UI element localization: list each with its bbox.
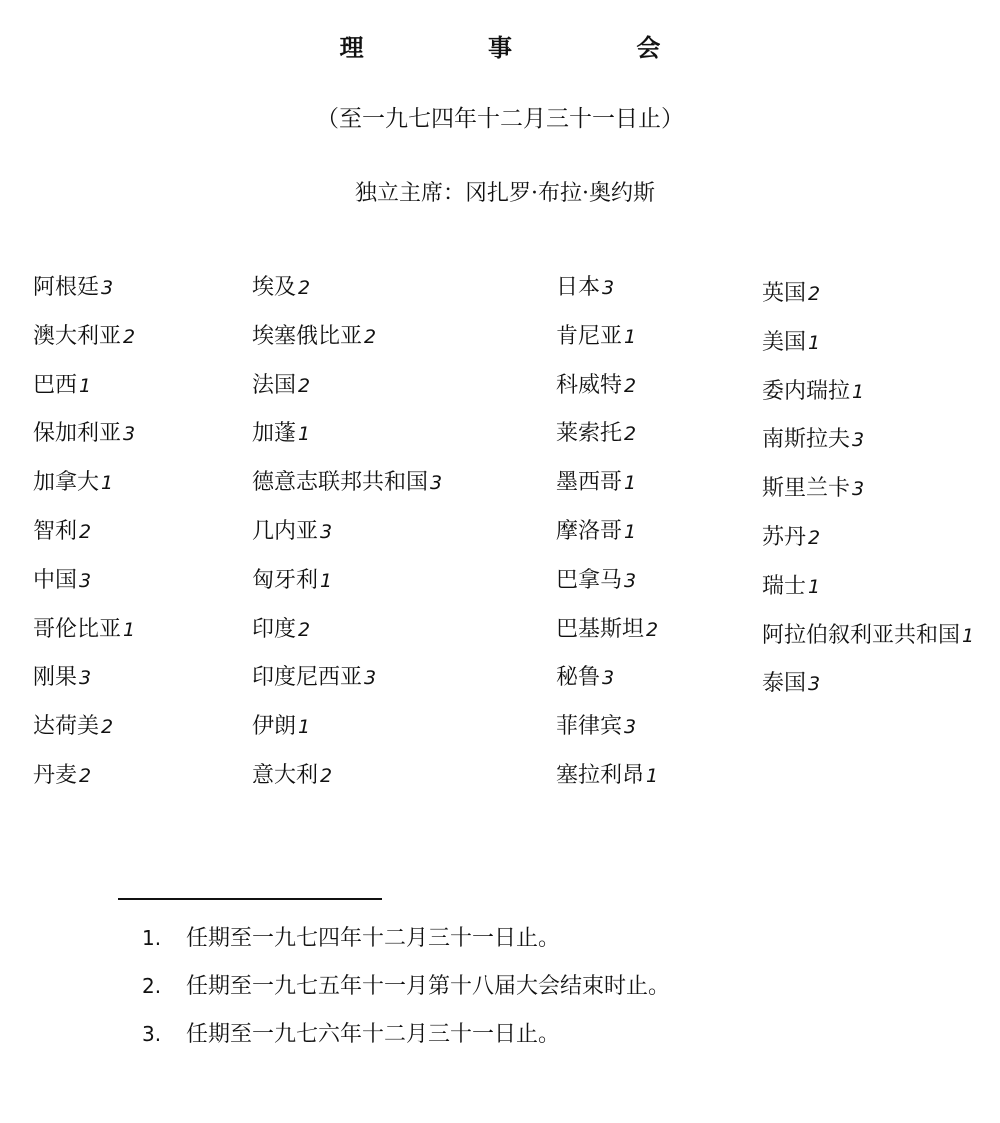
member-term: 3 bbox=[101, 277, 114, 299]
member-term: 2 bbox=[364, 325, 377, 348]
footnote-number: 2. bbox=[142, 974, 162, 998]
member-term: 2 bbox=[298, 618, 311, 641]
member-entry bbox=[33, 709, 135, 758]
member-term: 1 bbox=[808, 331, 821, 354]
member-term: 3 bbox=[364, 667, 377, 690]
member-name: 秘鲁 bbox=[556, 665, 601, 691]
member-name: 澳大利亚 bbox=[33, 323, 122, 349]
member-name: 几内亚 bbox=[252, 518, 319, 544]
member-entry bbox=[252, 612, 442, 661]
member-entry bbox=[762, 471, 974, 520]
member-term: 3 bbox=[852, 478, 865, 501]
footnote-text: 任期至一九七四年十二月三十一日止。 bbox=[186, 926, 561, 951]
independent-chairman: 独立主席：冈扎罗·布拉·奥约斯 bbox=[355, 181, 655, 206]
period-subtitle: （至一九七四年十二月三十一日止） bbox=[316, 106, 684, 132]
member-name: 智利 bbox=[33, 518, 78, 544]
member-name: 塞拉利昂 bbox=[556, 762, 645, 788]
member-name: 伊朗 bbox=[252, 714, 297, 740]
member-name: 墨西哥 bbox=[556, 470, 623, 496]
member-name: 法国 bbox=[252, 372, 297, 398]
member-name: 印度尼西亚 bbox=[252, 665, 363, 691]
member-term: 3 bbox=[624, 569, 637, 592]
member-entry bbox=[33, 612, 135, 661]
member-term: 1 bbox=[320, 569, 333, 592]
footnote-text: 任期至一九七五年十一月第十八届大会结束时止。 bbox=[186, 974, 671, 999]
member-name: 刚果 bbox=[33, 665, 78, 691]
member-term: 3 bbox=[79, 667, 92, 690]
member-entry bbox=[556, 660, 658, 709]
member-term: 1 bbox=[79, 374, 92, 397]
member-name: 巴基斯坦 bbox=[556, 616, 645, 642]
member-entry bbox=[33, 465, 135, 514]
footnote-item bbox=[142, 918, 670, 966]
member-name: 德意志联邦共和国 bbox=[252, 470, 429, 496]
member-term: 2 bbox=[808, 526, 821, 549]
member-term: 1 bbox=[101, 472, 114, 495]
member-term: 3 bbox=[320, 520, 333, 543]
member-entry bbox=[252, 319, 442, 368]
member-name: 苏丹 bbox=[762, 524, 807, 550]
member-term: 1 bbox=[624, 472, 637, 495]
member-entry bbox=[252, 758, 442, 807]
member-name: 斯里兰卡 bbox=[762, 476, 851, 502]
member-entry bbox=[762, 618, 974, 667]
member-term: 3 bbox=[602, 667, 615, 690]
member-term: 1 bbox=[646, 764, 659, 787]
member-name: 意大利 bbox=[252, 762, 319, 788]
member-name: 达荷美 bbox=[33, 714, 100, 740]
member-term: 1 bbox=[123, 618, 136, 641]
member-name: 中国 bbox=[33, 567, 78, 593]
member-entry bbox=[33, 319, 135, 368]
member-term: 2 bbox=[624, 374, 637, 397]
member-column-2 bbox=[252, 270, 442, 807]
member-term: 2 bbox=[298, 374, 311, 397]
member-entry bbox=[33, 416, 135, 465]
member-term: 2 bbox=[298, 277, 311, 299]
member-name: 匈牙利 bbox=[252, 567, 319, 593]
member-name: 美国 bbox=[762, 329, 807, 355]
member-term: 1 bbox=[852, 380, 865, 403]
member-entry bbox=[252, 368, 442, 417]
member-term: 2 bbox=[79, 764, 92, 787]
member-name: 肯尼亚 bbox=[556, 323, 623, 349]
member-term: 3 bbox=[79, 569, 92, 592]
member-entry bbox=[252, 709, 442, 758]
member-entry bbox=[252, 416, 442, 465]
member-entry bbox=[252, 660, 442, 709]
member-column-4 bbox=[762, 276, 974, 715]
member-entry bbox=[556, 270, 658, 319]
footnote-divider bbox=[118, 898, 382, 900]
member-entry bbox=[556, 319, 658, 368]
member-name: 巴拿马 bbox=[556, 567, 623, 593]
member-name: 阿根廷 bbox=[33, 275, 100, 300]
member-entry bbox=[252, 563, 442, 612]
member-entry bbox=[33, 368, 135, 417]
member-term: 3 bbox=[624, 716, 637, 739]
member-name: 埃塞俄比亚 bbox=[252, 323, 363, 349]
member-term: 3 bbox=[602, 277, 615, 299]
member-entry bbox=[762, 666, 974, 715]
member-entry bbox=[556, 758, 658, 807]
member-entry bbox=[762, 374, 974, 423]
member-name: 埃及 bbox=[252, 275, 297, 300]
member-column-1 bbox=[33, 270, 135, 807]
member-entry bbox=[762, 422, 974, 471]
member-term: 1 bbox=[624, 520, 637, 543]
member-name: 哥伦比亚 bbox=[33, 616, 122, 642]
member-name: 日本 bbox=[556, 275, 601, 300]
member-name: 加蓬 bbox=[252, 421, 297, 447]
footnote-number: 3. bbox=[142, 1022, 162, 1046]
footnote-number: 1. bbox=[142, 926, 162, 950]
member-term: 1 bbox=[962, 624, 975, 647]
member-name: 摩洛哥 bbox=[556, 518, 623, 544]
member-entry bbox=[252, 514, 442, 563]
member-entry bbox=[33, 758, 135, 807]
member-name: 印度 bbox=[252, 616, 297, 642]
member-entry bbox=[556, 465, 658, 514]
member-term: 2 bbox=[624, 423, 637, 446]
member-name: 加拿大 bbox=[33, 470, 100, 496]
member-term: 1 bbox=[298, 716, 311, 739]
member-entry bbox=[33, 660, 135, 709]
page-title: 理 事 会 bbox=[339, 33, 719, 62]
member-entry bbox=[33, 270, 135, 319]
member-name: 菲律宾 bbox=[556, 714, 623, 740]
member-column-3 bbox=[556, 270, 658, 807]
member-name: 瑞士 bbox=[762, 573, 807, 599]
member-term: 2 bbox=[320, 764, 333, 787]
member-term: 1 bbox=[298, 423, 311, 446]
member-term: 2 bbox=[101, 716, 114, 739]
member-term: 2 bbox=[123, 325, 136, 348]
member-entry bbox=[252, 270, 442, 319]
member-entry bbox=[556, 563, 658, 612]
member-term: 2 bbox=[808, 283, 821, 305]
member-name: 科威特 bbox=[556, 372, 623, 398]
footnotes bbox=[142, 918, 670, 1062]
member-name: 阿拉伯叙利亚共和国 bbox=[762, 622, 961, 648]
member-entry bbox=[762, 276, 974, 325]
member-name: 巴西 bbox=[33, 372, 78, 398]
member-entry bbox=[762, 569, 974, 618]
member-name: 丹麦 bbox=[33, 762, 78, 788]
member-entry bbox=[556, 514, 658, 563]
member-entry bbox=[252, 465, 442, 514]
footnote-text: 任期至一九七六年十二月三十一日止。 bbox=[186, 1022, 561, 1047]
member-entry bbox=[556, 612, 658, 661]
member-entry bbox=[762, 325, 974, 374]
member-name: 南斯拉夫 bbox=[762, 427, 851, 453]
member-name: 泰国 bbox=[762, 671, 807, 697]
member-entry bbox=[556, 368, 658, 417]
member-name: 莱索托 bbox=[556, 421, 623, 447]
member-entry bbox=[762, 520, 974, 569]
member-term: 2 bbox=[646, 618, 659, 641]
member-term: 1 bbox=[624, 325, 637, 348]
member-term: 3 bbox=[808, 673, 821, 696]
member-term: 3 bbox=[123, 423, 136, 446]
footnote-item bbox=[142, 966, 670, 1014]
member-entry bbox=[33, 563, 135, 612]
member-term: 1 bbox=[808, 575, 821, 598]
member-name: 保加利亚 bbox=[33, 421, 122, 447]
member-entry bbox=[556, 416, 658, 465]
member-name: 英国 bbox=[762, 281, 807, 306]
member-term: 3 bbox=[852, 429, 865, 452]
member-name: 委内瑞拉 bbox=[762, 378, 851, 404]
member-entry bbox=[556, 709, 658, 758]
member-entry bbox=[33, 514, 135, 563]
member-term: 2 bbox=[79, 520, 92, 543]
footnote-item bbox=[142, 1014, 670, 1062]
member-term: 3 bbox=[430, 472, 443, 495]
